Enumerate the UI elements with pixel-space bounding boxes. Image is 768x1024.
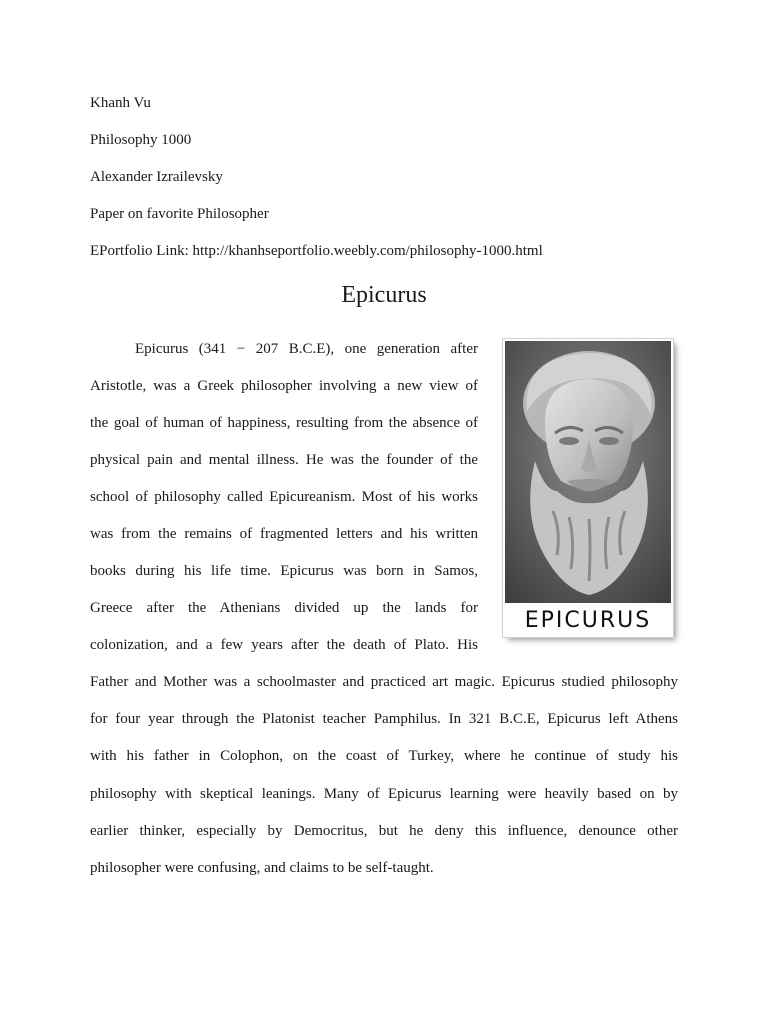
epicurus-bust-image: [505, 341, 671, 603]
epicurus-figure: [502, 338, 674, 638]
body-line: philosopher were confusing, and claims to be self-taught.: [90, 860, 434, 876]
body-line: with his father in Colophon, on the coast of Turkey, where he continue of study his: [90, 748, 678, 764]
assignment-title: Paper on favorite Philosopher: [90, 206, 269, 222]
body-line: Greece after the Athenians divided up the lands for: [90, 600, 478, 616]
body-line: school of philosophy called Epicureanism. Most of his works: [90, 489, 478, 505]
figure-frame: [502, 338, 674, 638]
instructor-name: Alexander Izrailevsky: [90, 169, 223, 185]
course-name: Philosophy 1000: [90, 132, 192, 148]
body-line: was from the remains of fragmented letters and his written: [90, 526, 478, 542]
body-line: colonization, and a few years after the death of Plato. His: [90, 637, 478, 653]
body-line: physical pain and mental illness. He was the founder of the: [90, 452, 478, 468]
body-line: Epicurus (341 − 207 B.C.E), one generation after: [135, 341, 478, 357]
body-line: Aristotle, was a Greek philosopher involving a new view of: [90, 378, 478, 394]
paper-title: Epicurus: [341, 282, 427, 308]
body-line: for four year through the Platonist teacher Pamphilus. In 321 B.C.E, Epicurus left Athens: [90, 711, 678, 727]
body-line: books during his life time. Epicurus was born in Samos,: [90, 563, 478, 579]
figure-caption: EPICURUS: [524, 608, 652, 633]
body-line: Father and Mother was a schoolmaster and practiced art magic. Epicurus studied philosophy: [90, 674, 678, 690]
body-line: earlier thinker, especially by Democritus, but he deny this influence, denounce other: [90, 823, 678, 839]
body-line: philosophy with skeptical leanings. Many of Epicurus learning were heavily based on by: [90, 786, 678, 802]
author-name: Khanh Vu: [90, 95, 151, 111]
eportfolio-link[interactable]: EPortfolio Link: http://khanhseportfolio.weebly.com/philosophy-1000.html: [90, 243, 543, 259]
body-line: the goal of human of happiness, resulting from the absence of: [90, 415, 478, 431]
